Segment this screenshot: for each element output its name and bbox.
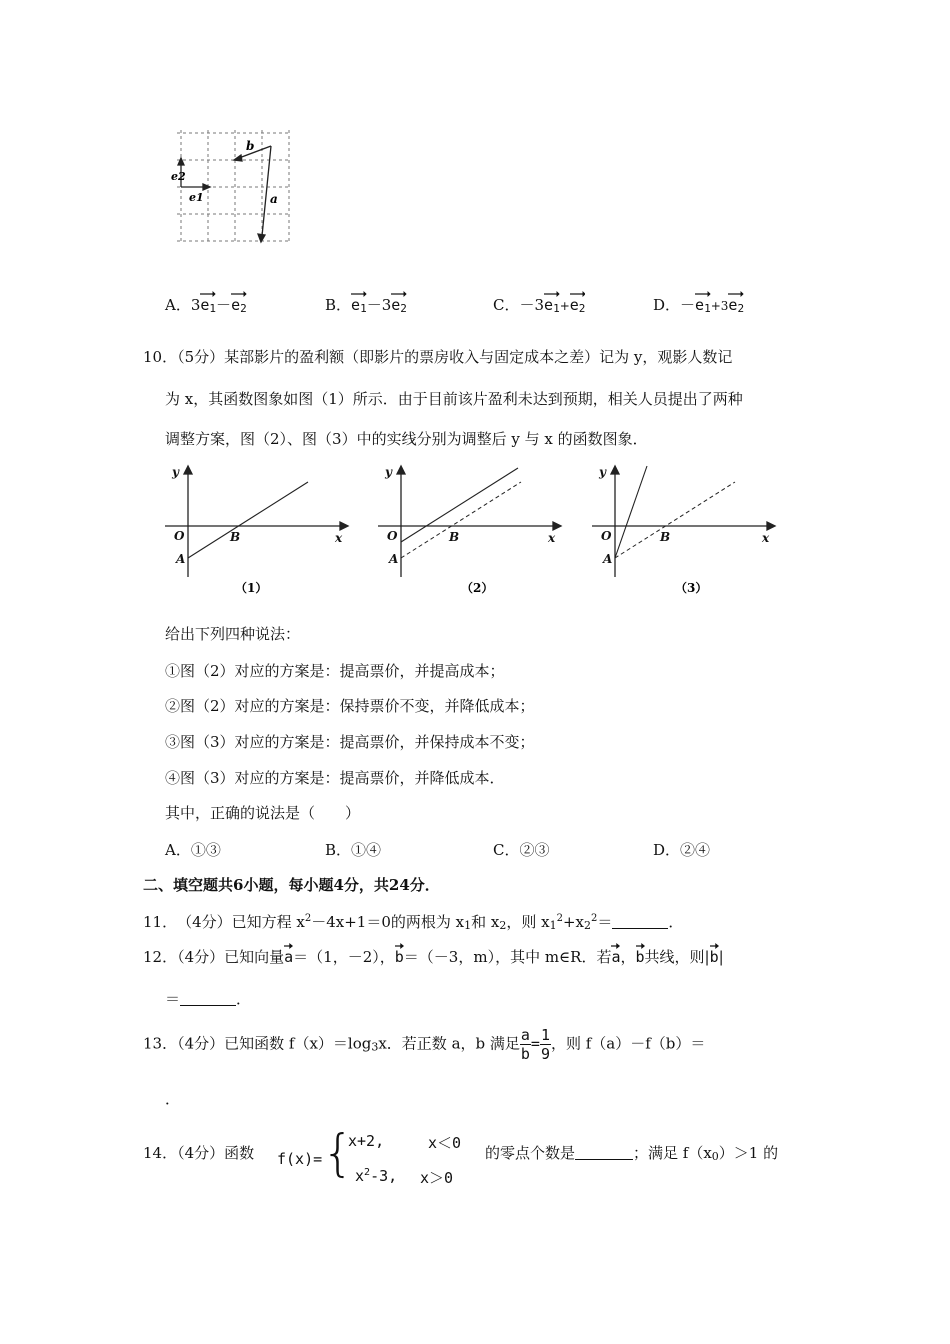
q14-case-1: x+2, bbox=[348, 1132, 385, 1150]
q10-option-b[interactable]: B．①④ bbox=[325, 841, 382, 859]
vector-e1: e1 bbox=[200, 290, 216, 314]
point-a-label: A bbox=[389, 552, 399, 566]
q10-statement-2: ②图（2）对应的方案是：保持票价不变，并降低成本； bbox=[165, 697, 535, 715]
q14-fx: f(x)= bbox=[277, 1150, 323, 1168]
point-b-label: B bbox=[230, 530, 241, 544]
axis-y-label: y bbox=[599, 465, 606, 479]
axis-x-label: x bbox=[548, 531, 556, 545]
q10-line2: 为 x，其函数图象如图（1）所示．由于目前该片盈利未达到预期，相关人员提出了两种 bbox=[165, 390, 743, 408]
vector-b: b bbox=[636, 942, 645, 965]
q13-line2: ． bbox=[165, 1090, 181, 1108]
vector-a: a bbox=[284, 942, 293, 965]
q12-line2: ＝ ． bbox=[165, 990, 252, 1008]
origin-label: O bbox=[601, 529, 612, 543]
vector-grid-figure bbox=[165, 128, 300, 248]
grid-label-e2: e2 bbox=[171, 170, 186, 183]
point-b-label: B bbox=[449, 530, 460, 544]
q14-prefix: 14．（4分）函数 bbox=[143, 1144, 255, 1162]
vector-b: b bbox=[710, 942, 719, 965]
vector-a: a bbox=[611, 942, 620, 965]
q14-case-2: $x^2-3$, bbox=[355, 1167, 398, 1185]
q9-option-b[interactable]: B． e1－3 e2 bbox=[325, 290, 407, 315]
q14-case-1-cond: x＜0 bbox=[428, 1134, 462, 1152]
axis-y-label: y bbox=[385, 465, 392, 479]
q10-line1: 10．（5分）某部影片的盈利额（即影片的票房收入与固定成本之差）记为 y，观影人数记 bbox=[143, 348, 733, 366]
q10-question: 其中，正确的说法是（ ） bbox=[165, 804, 361, 822]
q9-option-d[interactable]: D．－ e1+3 e2 bbox=[653, 290, 744, 315]
q10-option-d[interactable]: D．②④ bbox=[653, 841, 711, 859]
vector-e2: e2 bbox=[728, 290, 744, 314]
graph-2-caption: （2） bbox=[461, 581, 494, 595]
q14-answer-blank[interactable] bbox=[575, 1145, 633, 1160]
q10-statement-3: ③图（3）对应的方案是：提高票价，并保持成本不变； bbox=[165, 733, 535, 751]
grid-label-e1: e1 bbox=[189, 191, 204, 204]
graph-1-caption: （1） bbox=[235, 581, 268, 595]
origin-label: O bbox=[387, 529, 398, 543]
axis-x-label: x bbox=[762, 531, 770, 545]
vector-b: b bbox=[395, 942, 404, 965]
point-a-label: A bbox=[176, 552, 186, 566]
q12-answer-blank[interactable] bbox=[180, 991, 236, 1006]
q10-line3: 调整方案，图（2）、图（3）中的实线分别为调整后 y 与 x 的函数图象． bbox=[165, 430, 648, 448]
grid-label-a: a bbox=[270, 192, 278, 206]
q9-option-c[interactable]: C．－3 e1+ e2 bbox=[493, 290, 585, 315]
q10-option-c[interactable]: C．②③ bbox=[493, 841, 550, 859]
q9-option-a[interactable]: A．3 e1－ e2 bbox=[165, 290, 247, 315]
vector-e2: e2 bbox=[570, 290, 586, 314]
vector-e2: e2 bbox=[231, 290, 247, 314]
point-b-label: B bbox=[660, 530, 671, 544]
vector-grid-svg bbox=[165, 128, 300, 248]
q14-rest: 的零点个数是 ；满足 f（x0）＞1 的 bbox=[485, 1144, 779, 1163]
graph-2 bbox=[373, 462, 568, 602]
grid-label-b: b bbox=[246, 139, 255, 153]
vector-e1: e1 bbox=[351, 290, 367, 314]
graph-3-caption: （3） bbox=[675, 581, 708, 595]
vector-e2: e2 bbox=[391, 290, 407, 314]
q12-line1: 12．（4分）已知向量 a＝（1，－2）， b＝（－3，m），其中 m∈R．若 a， b共线，则| b| bbox=[143, 942, 724, 967]
axis-y-label: y bbox=[172, 465, 179, 479]
q14-case-2-cond: x＞0 bbox=[420, 1169, 454, 1187]
vector-e1: e1 bbox=[544, 290, 560, 314]
axis-x-label: x bbox=[335, 531, 343, 545]
fraction-1-over-9: $\frac{1}{9}$ bbox=[540, 1026, 550, 1063]
graph-3 bbox=[587, 462, 782, 602]
graph-1 bbox=[160, 462, 355, 602]
piecewise-brace: { bbox=[322, 1124, 354, 1182]
section-2-heading: 二、填空题共6小题，每小题4分，共24分． bbox=[143, 876, 440, 894]
q11: 11． （4分）已知方程 $x^2-4x+1=0$的两根为 x1和 x2，则 $x1^2+x2^2=$ ． bbox=[143, 913, 684, 932]
vector-e1: e1 bbox=[695, 290, 711, 314]
q10-intro: 给出下列四种说法： bbox=[165, 625, 301, 643]
q10-statement-4: ④图（3）对应的方案是：提高票价，并降低成本． bbox=[165, 769, 505, 787]
q11-answer-blank[interactable] bbox=[612, 914, 668, 929]
q10-statement-1: ①图（2）对应的方案是：提高票价，并提高成本； bbox=[165, 662, 505, 680]
fraction-a-over-b: $\frac{a}{b}$ bbox=[520, 1026, 530, 1063]
origin-label: O bbox=[174, 529, 185, 543]
point-a-label: A bbox=[603, 552, 613, 566]
q13-line1: 13．（4分）已知函数 f（x）＝log3x．若正数 a，b 满足 $\frac{a}{b}$ = $\frac{1}{9}$ ，则 f（a）－f（b）＝ bbox=[143, 1026, 706, 1063]
q10-option-a[interactable]: A．①③ bbox=[165, 841, 221, 859]
